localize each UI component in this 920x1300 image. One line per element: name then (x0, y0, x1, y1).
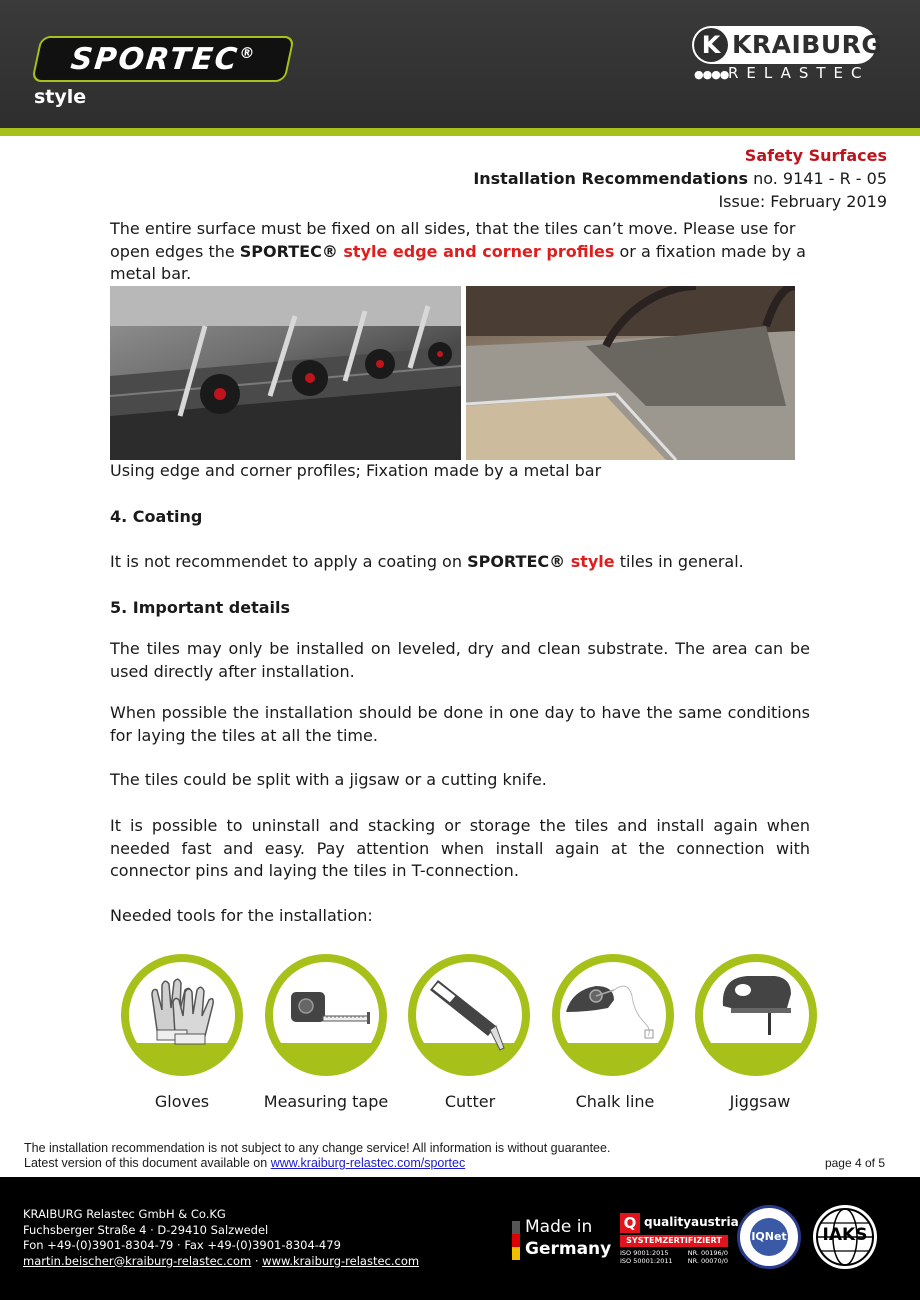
page-footer (0, 1177, 920, 1300)
disclaimer (24, 1141, 610, 1171)
document-number: no. 9141 - R - 05 (748, 169, 887, 188)
page-number: page 4 of 5 (824, 1156, 885, 1170)
intro-text-2: or a fixation made by a metal bar. (110, 241, 806, 283)
treadmill-photo-icon (466, 286, 795, 460)
tool-label-chalk-line: Chalk line (575, 1092, 655, 1111)
section-5-paragraph-2: When possible the installation should be done in one day to have the same conditions for laying the tiles at all the time. (110, 703, 810, 745)
made-in-germany-badge (512, 1217, 612, 1263)
company-name: KRAIBURG Relastec GmbH & Co.KG (23, 1207, 226, 1221)
quality-austria-name: qualityaustria (644, 1215, 739, 1229)
section-5-paragraph-4: It is possible to uninstall and stacking or storage the tiles and install again when needed fast and easy. Pay attention when install again at the connection with connector pins and laying the tiles in T-connection. (110, 816, 810, 880)
tool-label-cutter: Cutter (444, 1092, 496, 1111)
iaks-badge (813, 1205, 877, 1269)
kraiburg-dots-icon: ●●●● (694, 68, 729, 81)
disclaimer-line-2: Latest version of this document available on (24, 1156, 271, 1170)
intro-text-1: The entire surface must be fixed on all sides, that the tiles can’t move. Please use for open edges the (110, 219, 796, 261)
section-4-heading: 4. Coating (110, 507, 203, 526)
gloves-icon (117, 950, 247, 1080)
company-phone: Fon +49-(0)3901-8304-79 · Fax +49-(0)3901-8304-479 (23, 1238, 341, 1252)
photo-caption: Using edge and corner profiles; Fixation made by a metal bar (110, 461, 602, 480)
tool-chalk-line (548, 950, 678, 1080)
cutter-icon (404, 950, 534, 1080)
document-title (473, 167, 887, 190)
section-5-paragraph-5: Needed tools for the installation: (110, 906, 373, 925)
iso-9001-nr: NR. 00196/0 (687, 1249, 728, 1257)
iso-50001: ISO 50001:2011 (620, 1257, 673, 1265)
photo-edge-profiles (110, 286, 461, 460)
company-website-link[interactable]: www.kraiburg-relastec.com (262, 1253, 420, 1268)
registered-mark: ® (238, 43, 258, 62)
section-5-paragraph-1: The tiles may only be installed on leveled, dry and clean substrate. The area can be used directly after installation. (110, 639, 810, 681)
chalk-line-icon (548, 950, 678, 1080)
header-stripe (0, 128, 920, 136)
section-4-highlight: style (565, 552, 615, 571)
tool-label-gloves: Gloves (154, 1092, 210, 1111)
page-header (0, 0, 920, 128)
section-5-paragraph-3: The tiles could be split with a jigsaw or a cutting knife. (110, 770, 547, 789)
quality-austria-certified: SYSTEMZERTIFIZIERT (620, 1235, 728, 1247)
company-info (23, 1207, 419, 1269)
kraiburg-k-icon: K (694, 28, 728, 62)
sportec-subtitle: style (34, 86, 87, 108)
tool-label-measuring-tape: Measuring tape (263, 1092, 389, 1111)
intro-paragraph (110, 218, 810, 286)
iso-9001: ISO 9001:2015 (620, 1249, 669, 1257)
kraiburg-badge (692, 26, 883, 64)
tool-cutter (404, 950, 534, 1080)
germany-text: Germany (525, 1239, 612, 1259)
section-4-text-2: tiles in general. (614, 552, 744, 571)
tool-measuring-tape (261, 950, 391, 1080)
intro-highlight: style edge and corner profiles (337, 241, 615, 261)
gym-equipment-photo-icon (110, 286, 461, 460)
flag-black-icon (512, 1221, 520, 1234)
footer-separator: · (251, 1253, 263, 1268)
measuring-tape-icon (261, 950, 391, 1080)
tool-gloves (117, 950, 247, 1080)
sportec-logo-text: SPORTEC (68, 41, 241, 77)
kraiburg-logo (692, 26, 882, 84)
section-5-heading: 5. Important details (110, 598, 291, 617)
document-category: Safety Surfaces (744, 146, 887, 165)
quality-austria-badge (620, 1213, 739, 1265)
sportec-website-link[interactable]: www.kraiburg-relastec.com/sportec (270, 1156, 466, 1170)
intro-brand: SPORTEC® (239, 241, 338, 261)
flag-red-icon (512, 1234, 520, 1247)
disclaimer-line-1: The installation recommendation is not subject to any change service! All information is without guarantee. (24, 1141, 611, 1155)
company-address: Fuchsberger Straße 4 · D-29410 Salzwedel (23, 1222, 269, 1237)
document-title-bold: Installation Recommendations (473, 169, 748, 188)
iaks-text: IAKS (822, 1225, 868, 1245)
jigsaw-icon (691, 950, 821, 1080)
made-in-text: Made in (525, 1217, 593, 1237)
relastec-wordmark: RELASTEC (728, 64, 870, 82)
section-4-brand: SPORTEC® (467, 552, 566, 571)
document-meta (473, 144, 887, 213)
document-issue: Issue: February 2019 (718, 192, 887, 211)
iqnet-badge (737, 1205, 801, 1269)
section-4-text (110, 551, 810, 574)
iqnet-text: IQNet (750, 1218, 788, 1256)
quality-austria-q-icon: Q (620, 1213, 640, 1233)
iso-50001-nr: NR. 00070/0 (687, 1257, 728, 1265)
kraiburg-wordmark: KRAIBURG (732, 30, 883, 59)
flag-gold-icon (512, 1247, 520, 1260)
section-4-text-1: It is not recommendet to apply a coating on (110, 552, 468, 571)
company-email-link[interactable]: martin.beischer@kraiburg-relastec.com (23, 1253, 252, 1268)
tool-label-jigsaw: Jiggsaw (729, 1092, 791, 1111)
sportec-logo (31, 36, 295, 82)
tool-jigsaw (691, 950, 821, 1080)
photo-metal-bar-fixation (466, 286, 795, 460)
